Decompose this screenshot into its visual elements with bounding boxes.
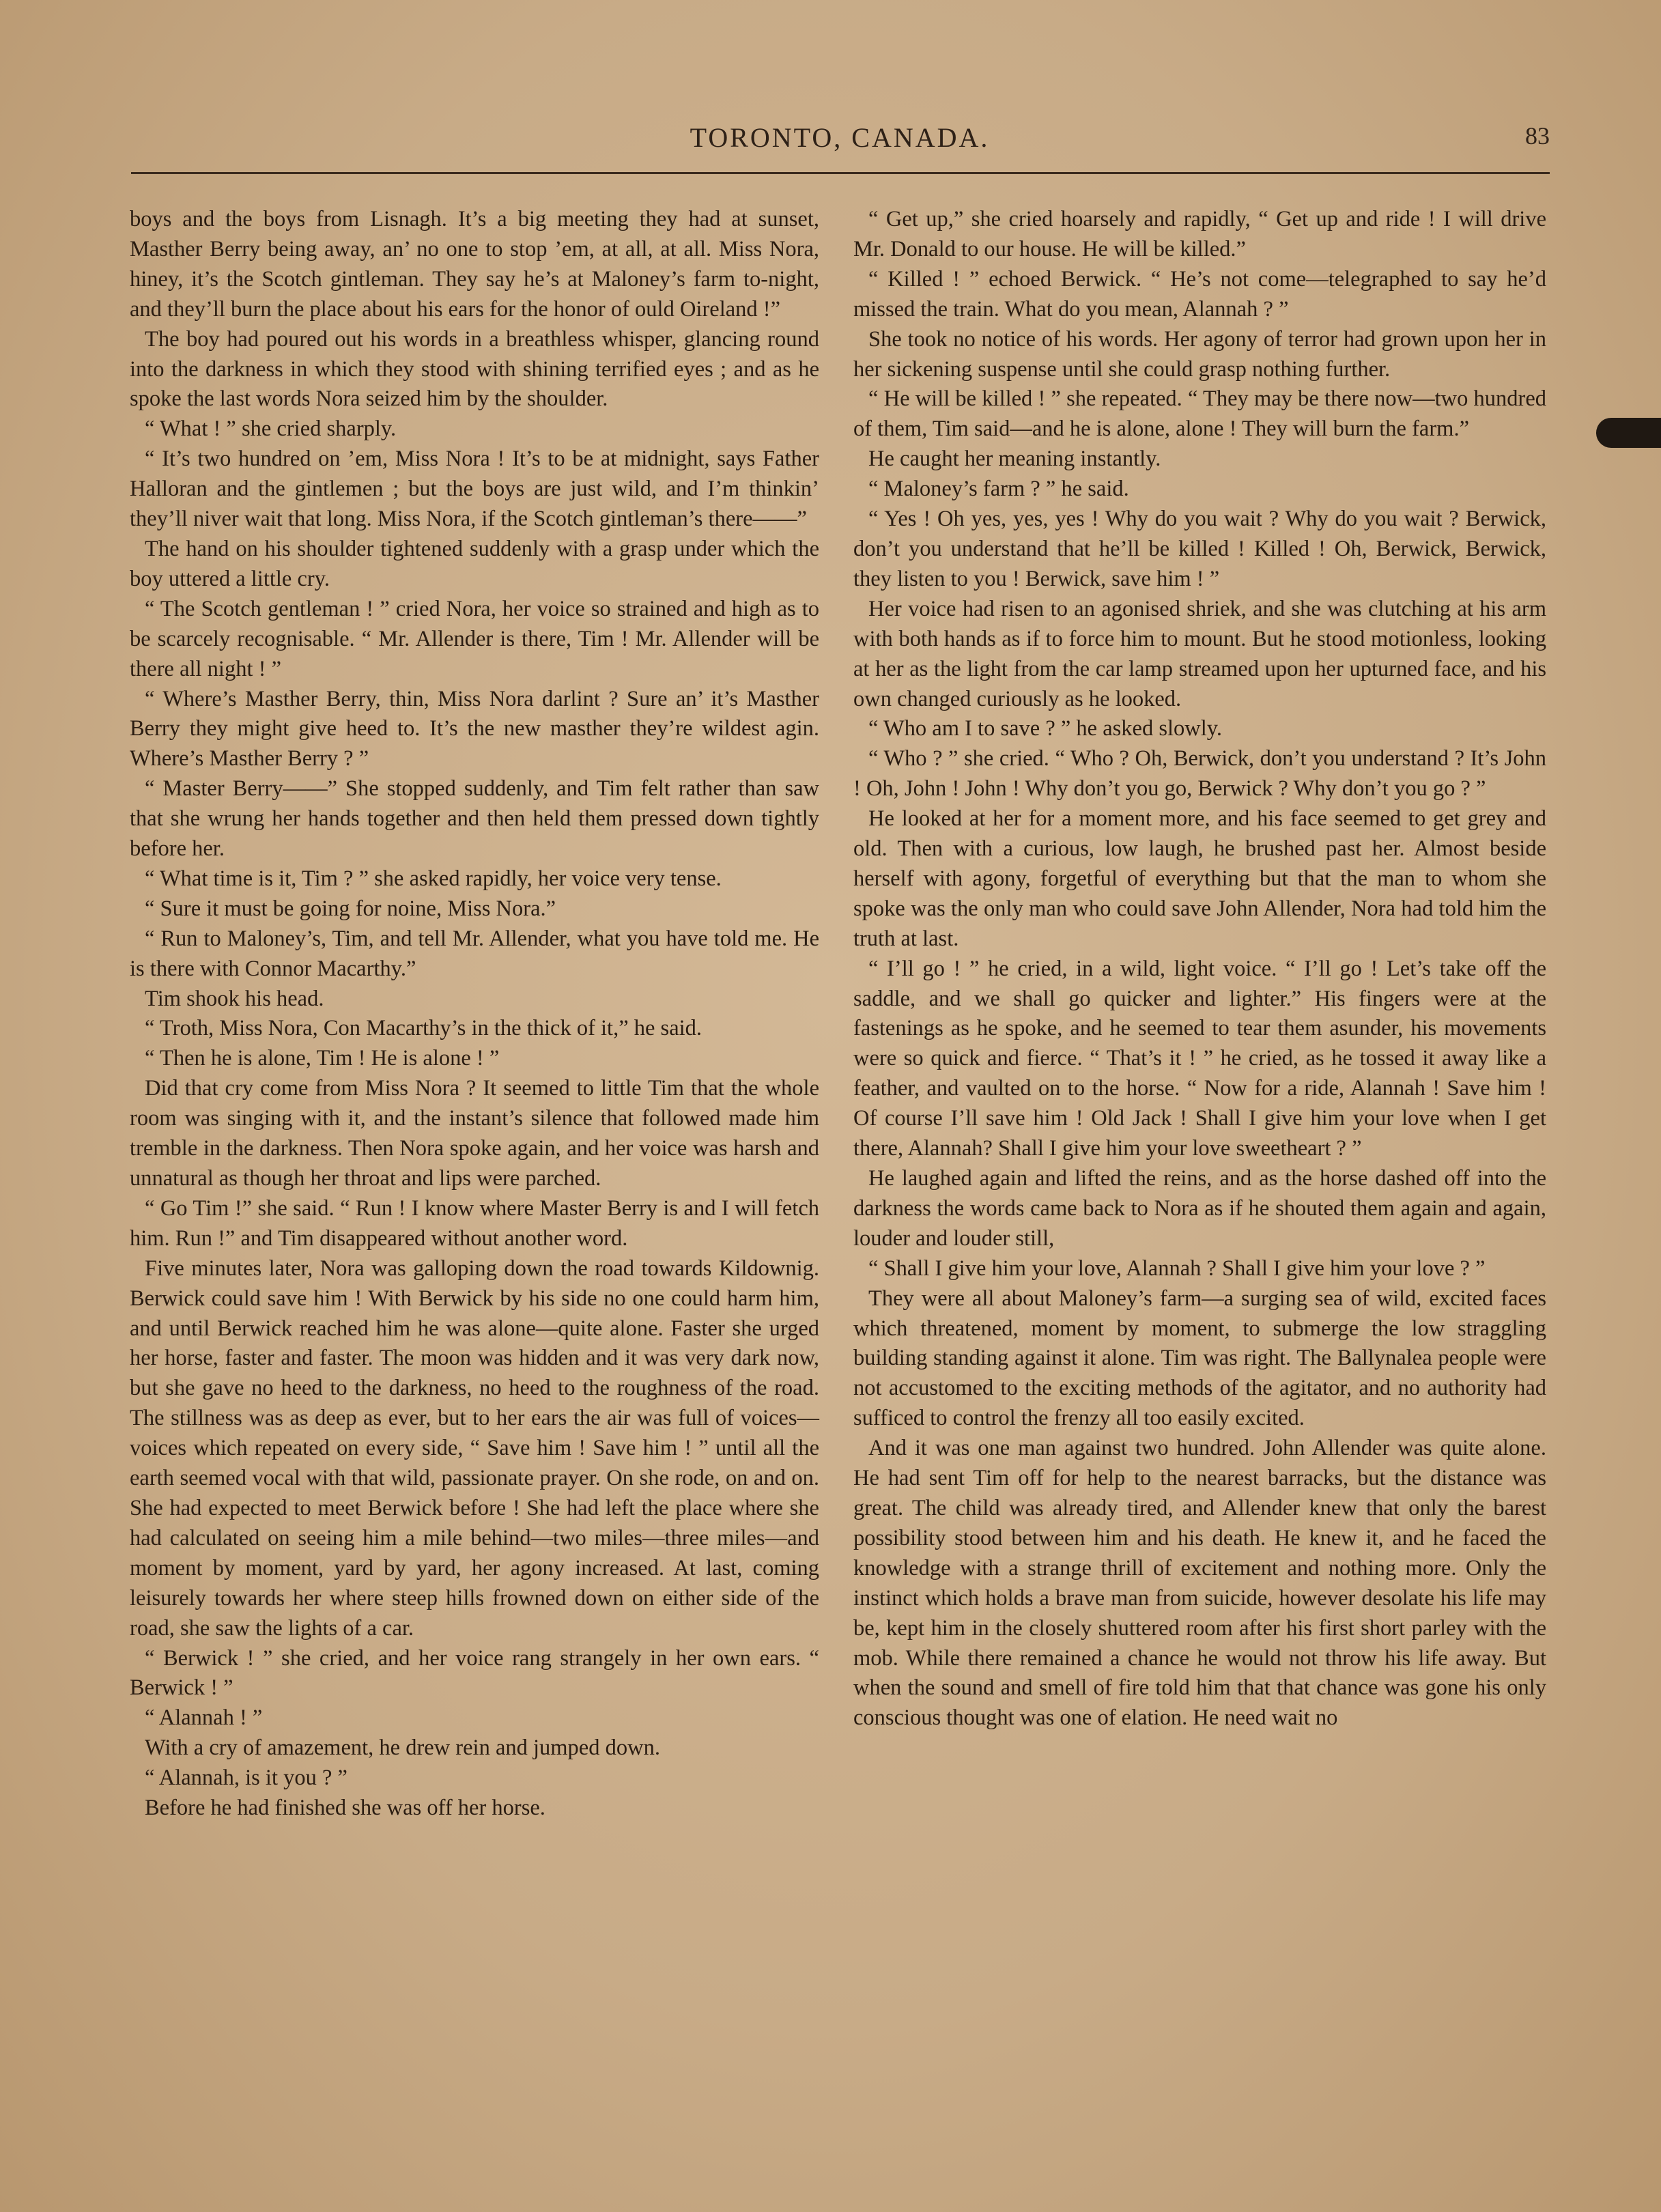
paragraph: “ Master Berry——” She stopped suddenly, and Tim felt rather than saw that she wrung her hands together and then held them pressed down tightly before her.: [130, 776, 819, 862]
left-column: [130, 205, 819, 1824]
paragraph: “ Maloney’s farm ? ” he said.: [868, 477, 1129, 502]
paragraph: “ Killed ! ” echoed Berwick. “ He’s not come—telegraphed to say he’d missed the train. What do you mean, Alannah ? ”: [853, 266, 1546, 322]
page-number: 83: [1525, 122, 1550, 150]
paragraph: “ Who ? ” she cried. “ Who ? Oh, Berwick, don’t you understand ? It’s John ! Oh, John ! John ! Why don’t you go, Berwick ? Why don’t you go ? ”: [853, 746, 1546, 802]
paragraph: “ Get up,” she cried hoarsely and rapidly, “ Get up and ride ! I will drive Mr. Donald to our house. He will be killed.”: [853, 207, 1546, 261]
paragraph: “ Alannah ! ”: [145, 1705, 263, 1731]
paragraph: He laughed again and lifted the reins, and as the horse dashed off into the darkness the words came back to Nora as if he shouted them again and again, louder and louder still,: [853, 1166, 1546, 1251]
paragraph: With a cry of amazement, he drew rein and jumped down.: [145, 1735, 660, 1761]
paragraph: “ Sure it must be going for noine, Miss Nora.”: [145, 896, 556, 921]
right-column: [853, 205, 1546, 1733]
paragraph: boys and the boys from Lisnagh. It’s a big meeting they had at sunset, Masther Berry being away, an’ no one to stop ’em, at all, at all. Miss Nora, hiney, it’s the Scotch gintleman. They say he’s at Maloney’s farm to-night, and they’ll burn the place about his ears for the honor of ould Oireland !”: [130, 207, 819, 322]
paragraph: She took no notice of his words. Her agony of terror had grown upon her in her sickening suspense until she could grasp nothing further.: [853, 326, 1546, 382]
paragraph: “ Troth, Miss Nora, Con Macarthy’s in the thick of it,” he said.: [145, 1016, 702, 1041]
ink-blot-mark: [1596, 418, 1661, 448]
paragraph: “ Yes ! Oh yes, yes, yes ! Why do you wait ? Why do you wait ? Berwick, don’t you understand that he’ll be killed ! Killed ! Oh, Berwick, Berwick, they listen to you ! Berwick, save him ! ”: [853, 507, 1546, 591]
paragraph: Tim shook his head.: [145, 986, 324, 1011]
paragraph: “ Alannah, is it you ? ”: [145, 1766, 347, 1791]
running-title: TORONTO, CANADA.: [690, 122, 990, 153]
paragraph: Did that cry come from Miss Nora ? It seemed to little Tim that the whole room was singing with it, and the instant’s silence that followed made him tremble in the darkness. Then Nora spoke again, and her voice was harsh and unnatural as though her throat and lips were parched.: [130, 1076, 819, 1191]
paragraph: “ Then he is alone, Tim ! He is alone ! ”: [145, 1046, 500, 1071]
paragraph: “ The Scotch gentleman ! ” cried Nora, her voice so strained and high as to be scarcely recognisable. “ Mr. Allender is there, Tim ! Mr. Allender will be there all night ! ”: [130, 596, 819, 681]
paragraph: The hand on his shoulder tightened suddenly with a grasp under which the boy uttered a little cry.: [130, 536, 819, 591]
page-header: [130, 122, 1550, 169]
paragraph: “ Berwick ! ” she cried, and her voice rang strangely in her own ears. “ Berwick ! ”: [130, 1645, 819, 1701]
paragraph: “ It’s two hundred on ’em, Miss Nora ! It’s to be at midnight, says Father Halloran and the gintlemen ; but the boys are just wild, and I’m thinkin’ they’ll niver wait that long. Miss Nora, if the Scotch gintleman’s there——”: [130, 446, 819, 532]
paragraph: “ Where’s Masther Berry, thin, Miss Nora darlint ? Sure an’ it’s Masther Berry they might give heed to. It’s the new masther they’re wildest agin. Where’s Masther Berry ? ”: [130, 686, 819, 771]
paragraph: They were all about Maloney’s farm—a surging sea of wild, excited faces which threatened, moment by moment, to submerge the low straggling building standing against it alone. Tim was right. The Ballynalea people were not accustomed to the exciting methods of the agitator, and no authority had sufficed to control the frenzy all too easily excited.: [853, 1286, 1546, 1431]
paragraph: “ Who am I to save ? ” he asked slowly.: [868, 716, 1223, 741]
paragraph: “ Shall I give him your love, Alannah ? Shall I give him your love ? ”: [868, 1256, 1486, 1281]
paragraph: “ He will be killed ! ” she repeated. “ They may be there now—two hundred of them, Tim said—and he is alone, alone ! They will burn the farm.”: [853, 386, 1546, 442]
paragraph: “ Run to Maloney’s, Tim, and tell Mr. Allender, what you have told me. He is there with Connor Macarthy.”: [130, 926, 819, 981]
header-rule: [131, 172, 1550, 174]
paragraph: The boy had poured out his words in a breathless whisper, glancing round into the darkness in which they stood with shining terrified eyes ; and as he spoke the last words Nora seized him by the shoulder.: [130, 326, 819, 412]
paragraph: Her voice had risen to an agonised shriek, and she was clutching at his arm with both hands as if to force him to mount. But he stood motionless, looking at her as the light from the car lamp streamed upon her upturned face, and his own changed curiously as he looked.: [853, 596, 1546, 711]
paragraph: He looked at her for a moment more, and his face seemed to get grey and old. Then with a curious, low laugh, he brushed past her. Almost beside herself with agony, forgetful of everything but that the man to whom she spoke was the only man who could save John Allender, Nora had told him the truth at last.: [853, 806, 1546, 951]
paragraph: “ What ! ” she cried sharply.: [145, 416, 397, 442]
paragraph: Five minutes later, Nora was galloping down the road towards Kildownig. Berwick could save him ! With Berwick by his side no one could harm him, and until Berwick reached him he was alone—quite alone. Faster she urged her horse, faster and faster. The moon was hidden and it was very dark now, but she gave no heed to the darkness, no heed to the roughness of the road. The stillness was as deep as ever, but to her ears the air was full of voices—voices which repeated on every side, “ Save him ! Save him ! ” until all the earth seemed vocal with that wild, passionate prayer. On she rode, on and on. She had expected to meet Berwick before ! She had left the place where she had calculated on seeing him a mile behind—two miles—three miles—and moment by moment, yard by yard, her agony increased. At last, coming leisurely towards her where steep hills frowned down on either side of the road, she saw the lights of a car.: [130, 1256, 819, 1641]
paragraph: “ Go Tim !” she said. “ Run ! I know where Master Berry is and I will fetch him. Run !” and Tim disappeared without another word.: [130, 1195, 819, 1251]
paragraph: And it was one man against two hundred. John Allender was quite alone. He had sent Tim off for help to the nearest barracks, but the distance was great. The child was already tired, and Allender knew that only the barest possibility stood between him and his death. He knew it, and he faced the knowledge with a strange thrill of excitement and nothing more. Only the instinct which holds a brave man from suicide, however desolate his life may be, kept him in the closely shuttered room after his first short parley with the mob. While there remained a chance he would not throw his life away. But when the sound and smell of fire told him that that chance was gone his only conscious thought was one of elation. He need wait no: [853, 1436, 1546, 1731]
paragraph: He caught her meaning instantly.: [868, 446, 1161, 472]
paragraph: Before he had finished she was off her horse.: [145, 1796, 545, 1821]
paragraph: “ What time is it, Tim ? ” she asked rapidly, her voice very tense.: [145, 866, 722, 891]
paragraph: “ I’ll go ! ” he cried, in a wild, light voice. “ I’ll go ! Let’s take off the saddle, and we shall go quicker and lighter.” His fingers were at the fastenings as he spoke, and he seemed to tear them asunder, his movements were so quick and fierce. “ That’s it ! ” he cried, as he tossed it away like a feather, and vaulted on to the horse. “ Now for a ride, Alannah ! Save him ! Of course I’ll save him ! Old Jack ! Shall I give him your love when I get there, Alannah? Shall I give him your love sweetheart ? ”: [853, 956, 1546, 1161]
